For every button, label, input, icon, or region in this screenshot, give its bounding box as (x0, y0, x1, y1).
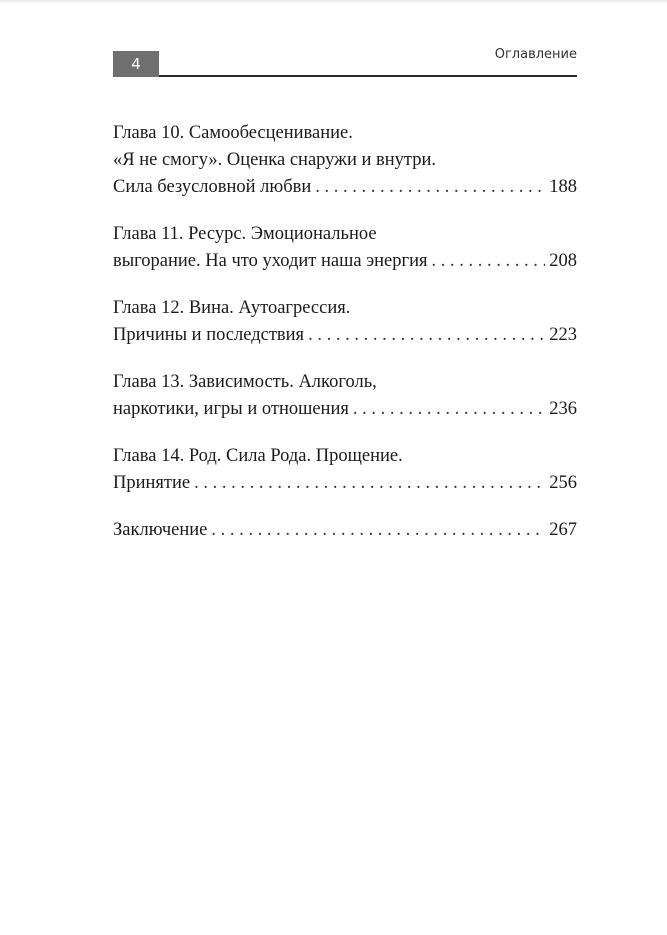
header-rule (159, 75, 577, 77)
toc-entry-title: наркотики, игры и отношения (113, 399, 349, 419)
toc-entry-conclusion[interactable] (113, 517, 577, 544)
toc-page-number: 188 (549, 177, 577, 197)
toc-entry-title: Заключение (113, 520, 208, 540)
toc-entry-leader-line (113, 517, 577, 544)
dot-leader (353, 396, 545, 423)
toc-entry-line: Глава 10. Самообесценивание. (113, 123, 353, 143)
toc-entry-leader-line (113, 174, 577, 201)
toc-entry-chapter-11[interactable] (113, 221, 577, 275)
toc-entry-chapter-13[interactable] (113, 369, 577, 423)
page-number-box (113, 51, 159, 77)
toc-entry-title: Принятие (113, 473, 191, 493)
toc-entry-line: Глава 13. Зависимость. Алкоголь, (113, 372, 377, 392)
toc-page-number: 208 (549, 251, 577, 271)
table-of-contents (113, 120, 577, 564)
toc-entry-chapter-12[interactable] (113, 295, 577, 349)
toc-entry-chapter-14[interactable] (113, 443, 577, 497)
toc-entry-title: Сила безусловной любви (113, 177, 312, 197)
page-edge (0, 0, 667, 4)
page-number: 4 (131, 55, 141, 73)
toc-page-number: 223 (549, 325, 577, 345)
toc-entry-title: Причины и последствия (113, 325, 305, 345)
toc-page-number: 256 (549, 473, 577, 493)
toc-entry-line: Глава 11. Ресурс. Эмоциональное (113, 224, 377, 244)
dot-leader (194, 470, 545, 497)
toc-entry-line: Глава 12. Вина. Аутоагрессия. (113, 298, 351, 318)
dot-leader (315, 174, 545, 201)
toc-entry-line: Глава 14. Род. Сила Рода. Прощение. (113, 446, 403, 466)
toc-entry-line: «Я не смогу». Оценка снаружи и внутри. (113, 150, 436, 170)
toc-entry-leader-line (113, 322, 577, 349)
running-header (113, 47, 577, 75)
running-title: Оглавление (494, 47, 577, 62)
toc-page-number: 236 (549, 399, 577, 419)
dot-leader (211, 517, 545, 544)
toc-entry-leader-line (113, 396, 577, 423)
toc-page-number: 267 (549, 520, 577, 540)
toc-entry-leader-line (113, 248, 577, 275)
toc-entry-leader-line (113, 470, 577, 497)
dot-leader (308, 322, 545, 349)
toc-entry-title: выгорание. На что уходит наша энергия (113, 251, 428, 271)
dot-leader (432, 248, 546, 275)
toc-entry-chapter-10[interactable] (113, 120, 577, 201)
